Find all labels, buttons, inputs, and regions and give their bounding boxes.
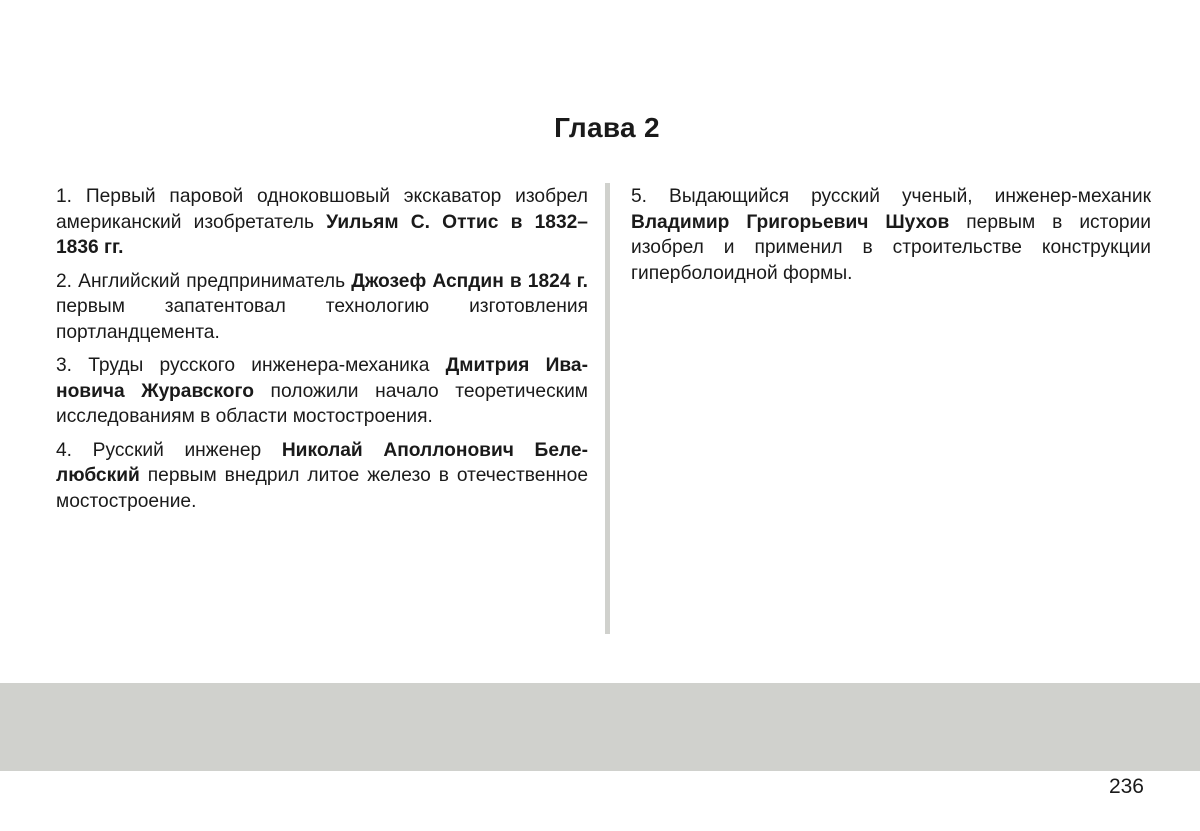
text-run: Первый паровой одноковшовый экскаватор изобрел американский изобретатель <box>56 186 588 233</box>
item-number: 4. <box>56 439 73 461</box>
column-divider <box>605 183 610 634</box>
bold-name: Джозеф Аспдин в 1824 г. <box>351 270 588 292</box>
text-run: положили начало теоретическим исследованиям в области мостостроения. <box>56 380 588 427</box>
item-number: 1. <box>56 186 73 207</box>
bold-name: Николай Аполлонович Белелюбский <box>56 439 588 486</box>
chapter-title: Глава 2 <box>554 112 660 143</box>
text-run: Русский инженер <box>92 439 282 461</box>
text-run: Английский предприниматель <box>78 270 352 292</box>
item-number: 5. <box>631 186 648 207</box>
bold-name: Владимир Григорьевич Шухов <box>631 211 950 233</box>
text-run: первым внедрил литое железо в отечественное мостостроение. <box>56 465 588 512</box>
paragraph-4 <box>56 438 588 515</box>
paragraph-2 <box>56 269 588 346</box>
left-column <box>56 184 588 522</box>
paragraph-1 <box>56 184 588 261</box>
item-number: 2. <box>56 270 73 292</box>
text-run: первым запатентовал технологию изготовления портландцемента. <box>56 296 588 343</box>
page-number: 236 <box>1108 775 1144 798</box>
bold-name: Дмитрия Ивановича Журавского <box>56 355 588 402</box>
footer-band <box>0 683 1200 771</box>
paragraph-3 <box>56 353 588 430</box>
text-run: первым в истории изобрел и применил в строительстве конструкции гиперболоидной формы. <box>631 211 1151 284</box>
paragraph-5 <box>631 184 1151 286</box>
text-run: Труды русского инженера-механика <box>88 355 446 376</box>
bold-name: Уильям С. Оттис в 1832–1836 гг. <box>56 211 588 258</box>
right-column <box>631 184 1151 294</box>
item-number: 3. <box>56 355 73 376</box>
text-run: Выдающийся русский ученый, инженер-механик <box>669 186 1151 207</box>
